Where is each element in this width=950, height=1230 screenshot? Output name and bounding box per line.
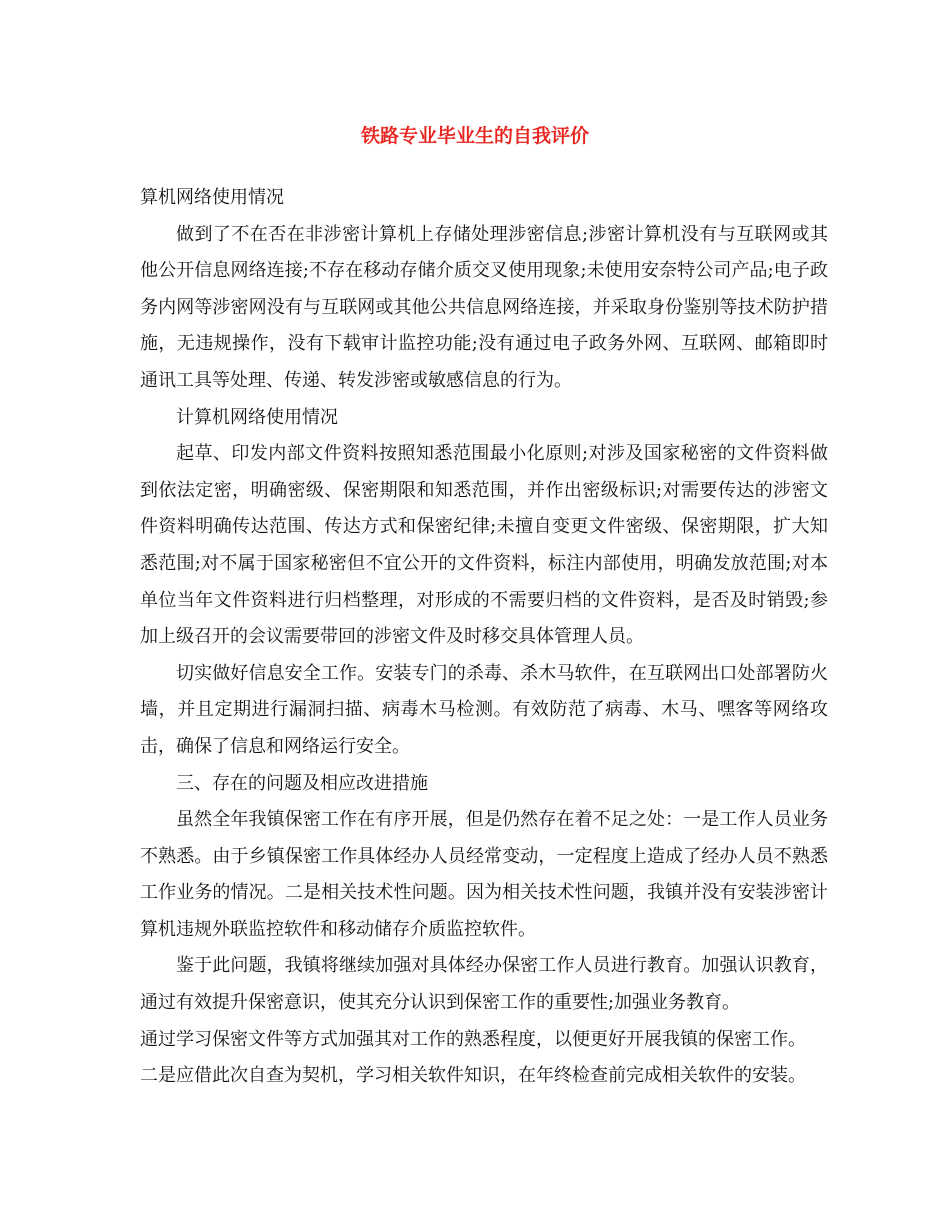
section-heading: 计算机网络使用情况 xyxy=(176,406,338,428)
body-paragraph: 通过学习保密文件等方式加强其对工作的熟悉程度，以便更好开展我镇的保密工作。 xyxy=(140,1028,806,1050)
body-paragraph: 起草、印发内部文件资料按照知悉范围最小化原则;对涉及国家秘密的文件资料做到依法定密，明确密级、保密期限和知悉范围，并作出密级标识;对需要传达的涉密文件资料明确传达范围、传达方式和保密纪律;未擅自变更文件密级、保密期限，扩大知悉范围;对不属于国家秘密但不宜公开的文件资料，标注内部使用，明确发放范围;对本单位当年文件资料进行归档整理，对形成的不需要归档的文件资料，是否及时销毁;参加上级召开的会议需要带回的涉密文件及时移交具体管理人员。 xyxy=(140,443,828,648)
document-body xyxy=(140,180,828,1095)
section-heading: 三、存在的问题及相应改进措施 xyxy=(176,772,428,794)
body-paragraph: 虽然全年我镇保密工作在有序开展，但是仍然存在着不足之处：一是工作人员业务不熟悉。由于乡镇保密工作具体经办人员经常变动，一定程度上造成了经办人员不熟悉工作业务的情况。二是相关技术性问题。因为相关技术性问题，我镇并没有安装涉密计算机违规外联监控软件和移动储存介质监控软件。 xyxy=(140,809,828,940)
body-paragraph: 二是应借此次自查为契机，学习相关软件知识，在年终检查前完成相关软件的安装。 xyxy=(140,1065,806,1087)
document-title: 铁路专业毕业生的自我评价 xyxy=(360,125,589,147)
body-paragraph: 切实做好信息安全工作。安装专门的杀毒、杀木马软件，在互联网出口处部署防火墙，并且定期进行漏洞扫描、病毒木马检测。有效防范了病毒、木马、嘿客等网络攻击，确保了信息和网络运行安全。 xyxy=(140,662,828,757)
body-paragraph: 做到了不在否在非涉密计算机上存储处理涉密信息;涉密计算机没有与互联网或其他公开信息网络连接;不存在移动存储介质交叉使用现象;未使用安奈特公司产品;电子政务内网等涉密网没有与互联网或其他公共信息网络连接，并采取身份鉴别等技术防护措施，无违规操作，没有下载审计监控功能;没有通过电子政务外网、互联网、邮箱即时通讯工具等处理、传递、转发涉密或敏感信息的行为。 xyxy=(140,223,828,391)
section-heading: 算机网络使用情况 xyxy=(140,187,284,208)
body-paragraph: 鉴于此问题，我镇将继续加强对具体经办保密工作人员进行教育。加强认识教育，通过有效提升保密意识，使其充分认识到保密工作的重要性;加强业务教育。 xyxy=(140,955,828,1014)
